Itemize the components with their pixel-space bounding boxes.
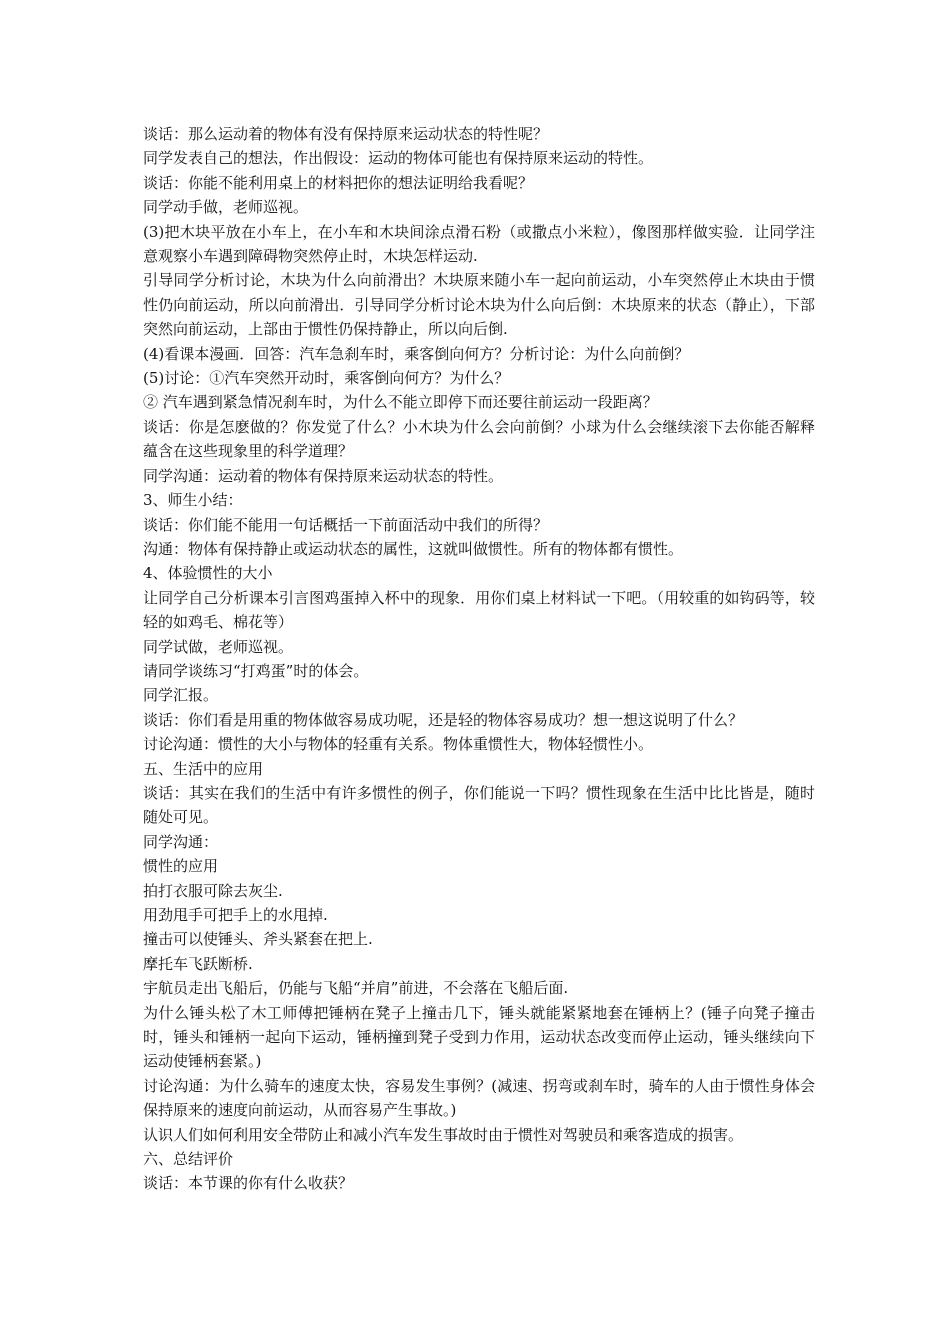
list-item: 宇航员走出飞船后，仍能与飞船“并肩”前进，不会落在飞船后面. [143,979,569,998]
text-line: 讨论沟通：惯性的大小与物体的轻重有关系。物体重惯性大，物体轻惯性小。 [143,735,654,754]
list-item: 用劲甩手可把手上的水甩掉. [143,906,328,924]
text-line: 同学汇报。 [143,686,219,705]
list-item: 摩托车飞跃断桥. [143,954,253,973]
text-line: 沟通：物体有保持静止或运动状态的属性，这就叫做惯性。所有的物体都有惯性。 [143,539,684,558]
paragraph: 为什么锤头松了木工师傅把锤柄在凳子上撞击几下，锤头就能紧紧地套在锤柄上？(锤子向凳子撞击时，锤头和锤柄一起向下运动，锤柄撞到凳子受到力作用，运动状态改变而停止运动，锤头继续向下运动使锤柄套紧。) [143,1003,815,1071]
list-item: 撞击可以使锤头、斧头紧套在把上. [143,930,373,949]
text-line: 谈话：你能不能利用桌上的材料把你的想法证明给我看呢？ [143,173,534,192]
text-line: ② 汽车遇到紧急情况刹车时，为什么不能立即停下而还要往前运动一段距离？ [143,393,658,412]
paragraph: 谈话：你是怎麽做的？你发觉了什么？小木块为什么会向前倒？小球为什么会继续滚下去你能否解释蕴含在这些现象里的科学道理？ [143,417,815,461]
text-line: 同学沟通： [143,832,219,851]
text-line: 请同学谈练习“打鸡蛋”时的体会。 [143,661,369,680]
document-body [143,122,815,1196]
section-heading: 4、体验惯性的大小 [143,564,273,583]
section-heading: 六、总结评价 [143,1150,234,1169]
paragraph: 讨论沟通：为什么骑车的速度太快，容易发生事例？(减速、拐弯或刹车时，骑车的人由于惯性身体会保持原来的速度向前运动，从而容易产生事故。) [143,1076,815,1120]
text-line: 同学沟通：运动着的物体有保持原来运动状态的特性。 [143,466,504,485]
section-heading: 五、生活中的应用 [143,759,264,778]
text-line: (5)讨论：①汽车突然开动时，乘客倒向何方？为什么？ [143,369,510,388]
list-item: 拍打衣服可除去灰尘. [143,881,283,900]
text-line: 认识人们如何利用安全带防止和减小汽车发生事故时由于惯性对驾驶员和乘客造成的损害。 [143,1125,744,1144]
text-line: 谈话：你们看是用重的物体做容易成功呢，还是轻的物体容易成功？想一想这说明了什么？ [143,710,744,729]
text-line: (4)看课本漫画．回答：汽车急刹车时，乘客倒向何方？分析讨论：为什么向前倒？ [143,344,690,363]
text-line: 谈话：你们能不能用一句话概括一下前面活动中我们的所得？ [143,515,549,534]
paragraph: 引导同学分析讨论，木块为什么向前滑出？木块原来随小车一起向前运动，小车突然停止木块由于惯性仍向前运动，所以向前滑出．引导同学分析讨论木块为什么向后倒：木块原来的状态（静止），下部突然向前运动，上部由于惯性仍保持静止，所以向后倒. [143,271,815,339]
text-line: 同学发表自己的想法，作出假设：运动的物体可能也有保持原来运动的特性。 [143,149,654,168]
paragraph: 让同学自己分析课本引言图鸡蛋掉入杯中的现象．用你们桌上材料试一下吧。（用较重的如钩码等，较轻的如鸡毛、棉花等） [143,588,815,632]
text-line: 惯性的应用 [143,857,219,876]
paragraph: 谈话：其实在我们的生活中有许多惯性的例子，你们能说一下吗？惯性现象在生活中比比皆是，随时随处可见。 [143,783,815,827]
paragraph: (3)把木块平放在小车上，在小车和木块间涂点滑石粉（或撒点小米粒），像图那样做实验．让同学注意观察小车遇到障碍物突然停止时，木块怎样运动. [143,222,815,266]
text-line: 谈话：本节课的你有什么收获？ [143,1174,354,1193]
text-line: 同学试做，老师巡视。 [143,637,294,656]
text-line: 同学动手做，老师巡视。 [143,198,309,217]
text-line: 谈话：那么运动着的物体有没有保持原来运动状态的特性呢？ [143,125,549,143]
section-heading: 3、师生小结： [143,491,243,510]
